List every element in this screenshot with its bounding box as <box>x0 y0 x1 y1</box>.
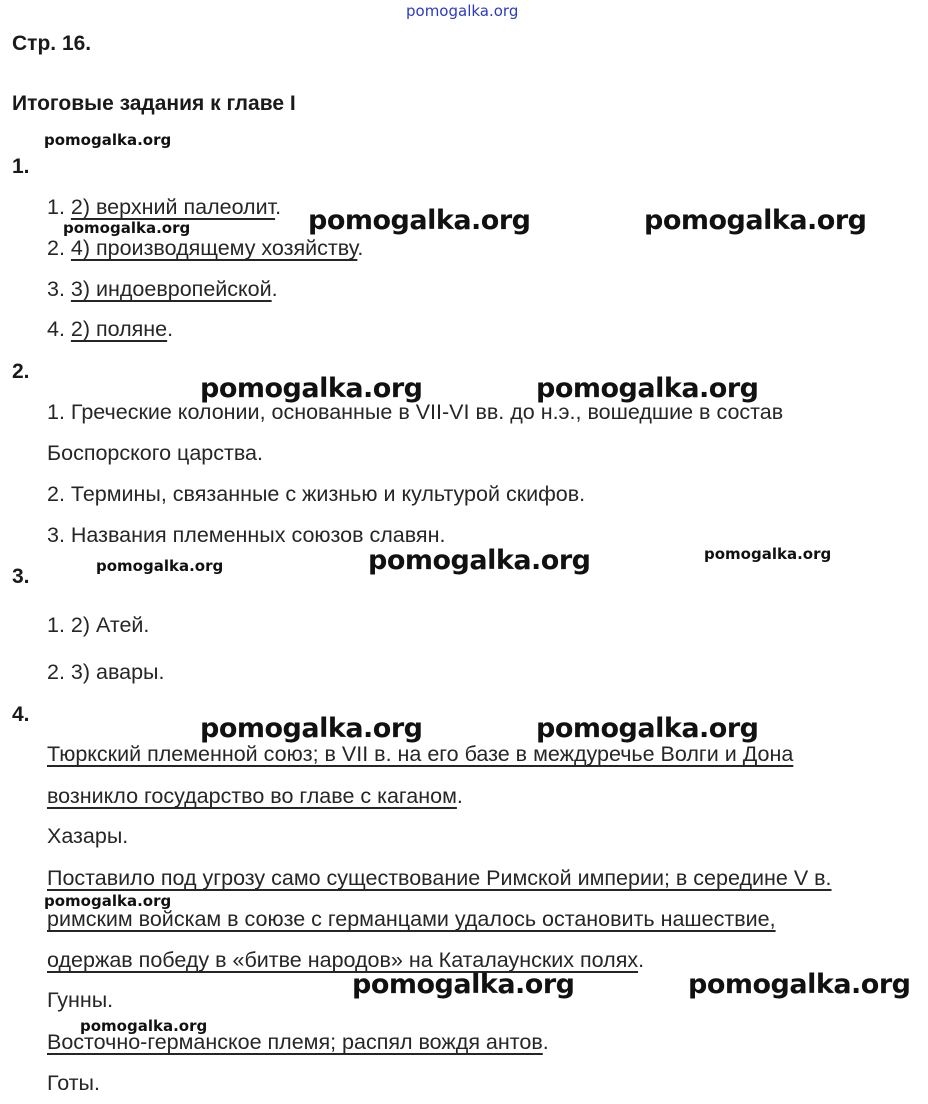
watermark: pomogalka.org <box>96 557 224 575</box>
task1-answer-1: 1. 2) верхний палеолит. <box>47 195 282 219</box>
task-number-1: 1. <box>12 155 30 178</box>
watermark: pomogalka.org <box>63 219 191 237</box>
task4-line-8: Восточно-германское племя; распял вождя антов. <box>47 1030 549 1054</box>
task2-line-3: 2. Термины, связанные с жизнью и культурой скифов. <box>47 482 586 506</box>
header-watermark: pomogalka.org <box>406 2 519 20</box>
task3-line-2: 2. 3) авары. <box>47 660 165 684</box>
task2-line-2: Боспорского царства. <box>47 441 263 465</box>
task4-line-7: Гунны. <box>47 988 114 1012</box>
task4-line-6: одержав победу в «битве народов» на Каталаунских полях. <box>47 948 645 972</box>
task4-line-1: Тюркский племенной союз; в VII в. на его базе в междуречье Волги и Дона <box>47 742 794 766</box>
task-number-2: 2. <box>12 360 30 383</box>
task1-answer-2: 2. 4) производящему хозяйству. <box>47 236 364 260</box>
task-number-4: 4. <box>12 703 30 726</box>
page-title: Стр. 16. <box>12 32 92 55</box>
watermark: pomogalka.org <box>200 713 423 744</box>
watermark: pomogalka.org <box>704 545 832 563</box>
section-title: Итоговые задания к главе I <box>12 92 296 115</box>
watermark: pomogalka.org <box>80 1017 208 1035</box>
watermark: pomogalka.org <box>368 545 591 576</box>
watermark: pomogalka.org <box>44 131 172 149</box>
watermark: pomogalka.org <box>44 892 172 910</box>
task2-line-4: 3. Названия племенных союзов славян. <box>47 523 446 547</box>
watermark: pomogalka.org <box>200 373 423 404</box>
task4-line-3: Хазары. <box>47 824 129 848</box>
watermark: pomogalka.org <box>352 969 575 1000</box>
watermark: pomogalka.org <box>536 373 759 404</box>
task-number-3: 3. <box>12 565 30 588</box>
watermark: pomogalka.org <box>536 713 759 744</box>
task4-line-2: возникло государство во главе с каганом. <box>47 784 463 808</box>
task3-line-1: 1. 2) Атей. <box>47 613 150 637</box>
task2-line-1: 1. Греческие колонии, основанные в VII-VI вв. до н.э., вошедшие в состав <box>47 400 784 424</box>
task4-line-4: Поставило под угрозу само существование Римской империи; в середине V в. <box>47 866 832 890</box>
task4-line-9: Готы. <box>47 1071 100 1095</box>
task4-line-5: римским войскам в союзе с германцами удалось остановить нашествие, <box>47 907 776 931</box>
watermark: pomogalka.org <box>688 969 911 1000</box>
watermark: pomogalka.org <box>644 205 867 236</box>
task1-answer-3: 3. 3) индоевропейской. <box>47 277 278 301</box>
task1-answer-4: 4. 2) поляне. <box>47 317 174 341</box>
watermark: pomogalka.org <box>308 205 531 236</box>
